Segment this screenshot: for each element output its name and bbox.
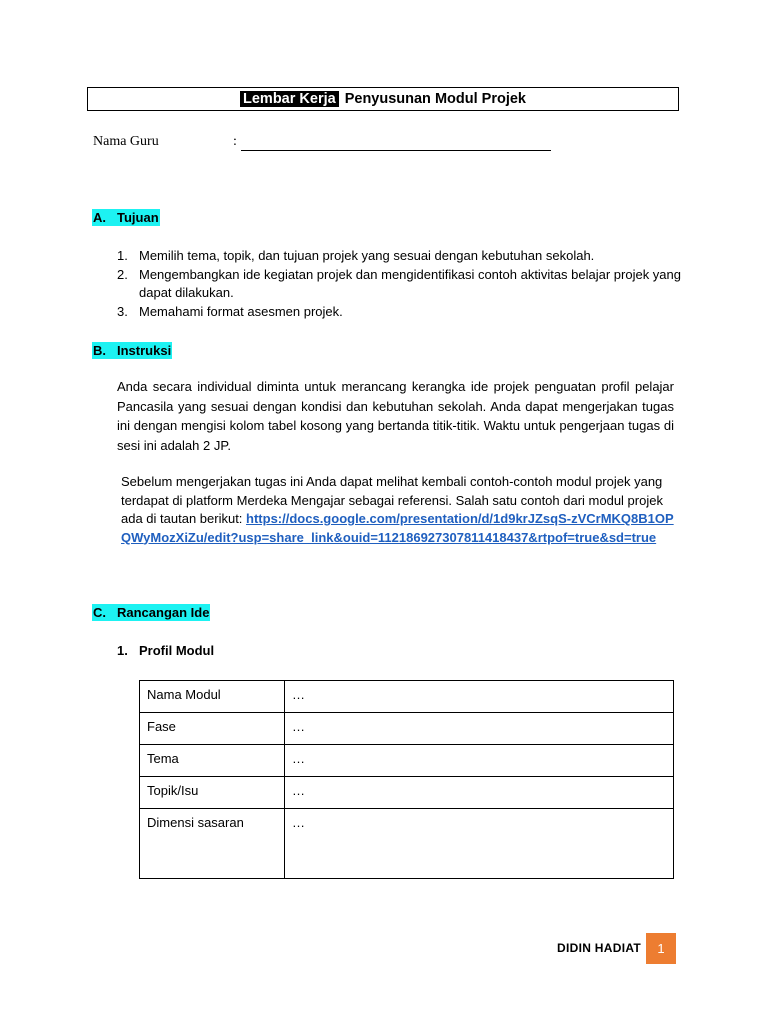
table-cell-value[interactable]: …	[285, 713, 674, 745]
table-row	[140, 681, 674, 713]
table-row	[140, 745, 674, 777]
list-item-number: 2.	[117, 266, 128, 282]
reference-link[interactable]: https://docs.google.com/presentation/d/1d9krJZsqS-zVCrMKQ8B1OPQWyMozXiZu/edit?usp=share_link&ouid=112186927307811418437&rtpof=true&sd=true	[121, 511, 674, 545]
table-cell-value[interactable]: …	[285, 777, 674, 809]
table-row	[140, 777, 674, 809]
table-cell-label: Fase	[140, 713, 285, 745]
section-b-heading	[92, 343, 172, 358]
instruksi-paragraph-1: Anda secara individual diminta untuk merancang kerangka ide projek penguatan profil pelajar Pancasila yang sesuai dengan kondisi dan kebutuhan sekolah. Anda dapat mengerjakan tugas ini dengan mengisi kolom tabel kosong yang bertanda titik-titik. Waktu untuk pengerjaan tugas di sesi ini adalah 2 JP.	[117, 379, 674, 453]
list-item-number: 3.	[117, 303, 128, 319]
nama-guru-label: Nama Guru	[93, 134, 159, 149]
list-item	[117, 266, 699, 303]
profil-modul-table	[139, 680, 674, 879]
profil-modul-heading	[117, 643, 214, 658]
section-c-heading	[92, 605, 210, 620]
title-rest: Penyusunan Modul Projek	[344, 91, 526, 107]
footer-author: DIDIN HADIAT	[557, 941, 642, 955]
list-item	[117, 303, 699, 322]
profil-modul-title: Profil Modul	[139, 643, 215, 658]
section-a-heading	[92, 210, 160, 225]
table-cell-value[interactable]: …	[285, 809, 674, 879]
tujuan-list	[117, 247, 699, 321]
instruksi-paragraph-2	[121, 473, 681, 547]
section-b-title: Instruksi	[117, 343, 172, 358]
table-cell-value[interactable]: …	[285, 681, 674, 713]
profil-modul-number: 1.	[117, 643, 128, 658]
page-number-badge: 1	[646, 933, 676, 964]
list-item-number: 1.	[117, 248, 128, 263]
table-row	[140, 713, 674, 745]
section-b-letter: B.	[93, 343, 106, 358]
instruksi-paragraph-2-text: Sebelum mengerjakan tugas ini Anda dapat melihat kembali contoh-contoh modul projek yang terdapat di platform Merdeka Mengajar sebagai referensi. Salah satu contoh dari modul projek ada di tautan berikut:	[121, 474, 663, 526]
list-item	[117, 247, 699, 266]
table-cell-label: Nama Modul	[140, 681, 285, 713]
table-cell-label: Dimensi sasaran	[140, 809, 285, 879]
document-title	[87, 87, 679, 111]
title-highlight: Lembar Kerja	[240, 91, 339, 107]
table-cell-label: Topik/Isu	[140, 777, 285, 809]
list-item-text: Memahami format asesmen projek.	[139, 303, 343, 319]
list-item-text: Memilih tema, topik, dan tujuan projek yang sesuai dengan kebutuhan sekolah.	[139, 248, 595, 263]
table-row	[140, 809, 674, 879]
list-item-text: Mengembangkan ide kegiatan projek dan mengidentifikasi contoh aktivitas belajar projek yang dapat dilakukan.	[139, 266, 682, 300]
section-a-title: Tujuan	[117, 210, 159, 225]
nama-guru-row	[93, 134, 237, 150]
section-c-title: Rancangan Ide	[117, 605, 210, 620]
table-cell-value[interactable]: …	[285, 745, 674, 777]
nama-guru-fill-line	[241, 150, 551, 151]
table-cell-label: Tema	[140, 745, 285, 777]
nama-guru-colon: :	[233, 134, 237, 149]
section-c-letter: C.	[93, 605, 106, 620]
section-a-letter: A.	[93, 210, 106, 225]
